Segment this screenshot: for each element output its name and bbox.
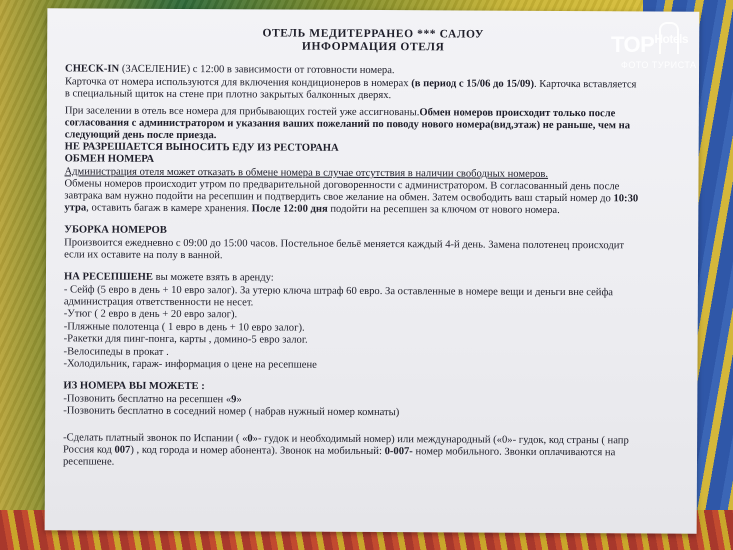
paid-city: ) , код города и номер абонента). Звонок на мобильный: — [130, 444, 385, 458]
checkin-label: CHECK-IN — [65, 63, 120, 75]
safe-line-1: - Сейф (5 евро в день + 10 евро залог). За утерю ключа штраф 60 евро. За оставленные в номере вещи и деньги вне сейфа — [63, 284, 614, 299]
rackets-item: -Ракетки для пинг-понга, карты , домино-5 евро залог. — [63, 333, 308, 346]
checkin-line — [65, 63, 395, 77]
call-reception-number: 9 — [231, 394, 237, 406]
hotel-info-sheet — [45, 8, 700, 533]
fridge-item: -Холодильник, гараж- информация о цене на ресепшене — [63, 358, 317, 371]
reception-intro: вы можете взять в аренду: — [152, 271, 274, 284]
call-reception-text: -Позвонить бесплатно на ресепшен « — [63, 393, 232, 406]
paid-mobile-text: номер мобильного. Звонки оплачиваются на — [412, 446, 616, 459]
exchange-key: подойти на ресепшен за ключом от нового номера. — [327, 203, 560, 216]
watermark-tagline: ФОТО ТУРИСТА — [621, 60, 697, 70]
assign-line-3: следующий день после приезда. — [64, 129, 217, 142]
assign-line-2: согласования с администратором и указания ваших пожеланий по поводу нового номера(вид,этаж) не раньше, чем на — [64, 117, 631, 132]
checkin-text: (ЗАСЕЛЕНИЕ) с 12:00 в зависимости от готовности номера. — [119, 63, 395, 77]
reception-intro-line — [64, 271, 274, 285]
cleaning-line-2: если их оставите на полу в ванной. — [64, 249, 223, 262]
call-reception-quote: » — [236, 394, 242, 406]
exchange-after-noon: После 12:00 дня — [251, 203, 328, 215]
paid-text-a: -Сделать платный звонок по Испании ( « — [63, 432, 248, 445]
room-header: ИЗ НОМЕРА ВЫ МОЖЕТЕ : — [63, 380, 205, 393]
ac-text: Карточка от номера используются для включения кондиционеров в номерах — [64, 76, 409, 90]
exchange-header: ОБМЕН НОМЕРА — [64, 153, 155, 165]
watermark-brand-sup: Hotels — [654, 32, 689, 46]
paid-russia: Россия код — [63, 444, 115, 456]
assign-text: При заселении в отель все номера для прибывающих гостей уже ассигнованы. — [64, 105, 420, 119]
exchange-morning: утра — [64, 202, 87, 214]
iron-item: -Утюг ( 2 евро в день + 20 евро залог). — [63, 308, 238, 321]
paid-mobile-code: 0-007- — [384, 446, 413, 458]
towels-item: -Пляжные полотенца ( 1 евро в день + 10 евро залог). — [63, 321, 305, 334]
paid-text-c: »- гудок и необходимый номер) или международный («0»- гудок, код страны ( напр — [252, 433, 629, 447]
cleaning-header: УБОРКА НОМЕРОВ — [64, 224, 167, 236]
hotel-title: ОТЕЛЬ МЕДИТЕРРАНЕО *** САЛОУ — [262, 27, 485, 41]
paid-russia-code: 007 — [114, 444, 131, 456]
paid-zero: 0 — [247, 433, 253, 445]
call-room: -Позвонить бесплатно в соседний номер ( набрав нужный номер комнаты) — [63, 405, 400, 419]
exchange-luggage: , оставить багаж в камере хранения. — [86, 202, 252, 215]
safe-line-2: администрация ответственности не несет. — [63, 296, 254, 309]
paid-call-line-3: ресепшене. — [62, 456, 115, 468]
no-food-notice: НЕ РАЗРЕШАЕТСЯ ВЫНОСИТЬ ЕДУ ИЗ РЕСТОРАНА — [64, 141, 339, 154]
exchange-refuse: Администрация отеля может отказать в обмене номера в случае отсутствия в наличии свободных номеров. — [64, 166, 549, 180]
exchange-time: 10:30 — [610, 193, 639, 205]
exchange-text: завтрака вам нужно подойти на ресепшин и подтвердить свое желание на обмен. Затем освободить ваш старый номер до — [64, 190, 611, 205]
ac-line-2: в специальный щиток на стене при плотно закрытых балконных дверях. — [64, 88, 392, 102]
tophotels-watermark — [599, 22, 719, 82]
assign-bold: Обмен номеров происходит только после — [419, 107, 616, 120]
exchange-line-4 — [64, 202, 559, 217]
watermark-brand — [611, 32, 688, 58]
cleaning-line-1: Произвоится ежедневно с 09:00 до 15:00 часов. Постельное бельё меняется каждый 4-й день. Замена полотенец происходит — [64, 237, 625, 252]
info-subtitle: ИНФОРМАЦИЯ ОТЕЛЯ — [301, 40, 445, 54]
reception-header: НА РЕСЕПШЕНЕ — [63, 271, 154, 283]
ac-text-end: . Карточка вставляется — [533, 78, 637, 91]
paid-call-line-2 — [63, 444, 615, 459]
watermark-brand-text: TOP — [611, 32, 655, 57]
ac-period: (в период с 15/06 до 15/09) — [408, 78, 535, 90]
exchange-line-2: Обмены номеров происходит утром по предварительной договоренности с администратором. В согласованный день после — [64, 178, 620, 193]
bikes-item: -Велосипеды в прокат . — [63, 346, 169, 358]
